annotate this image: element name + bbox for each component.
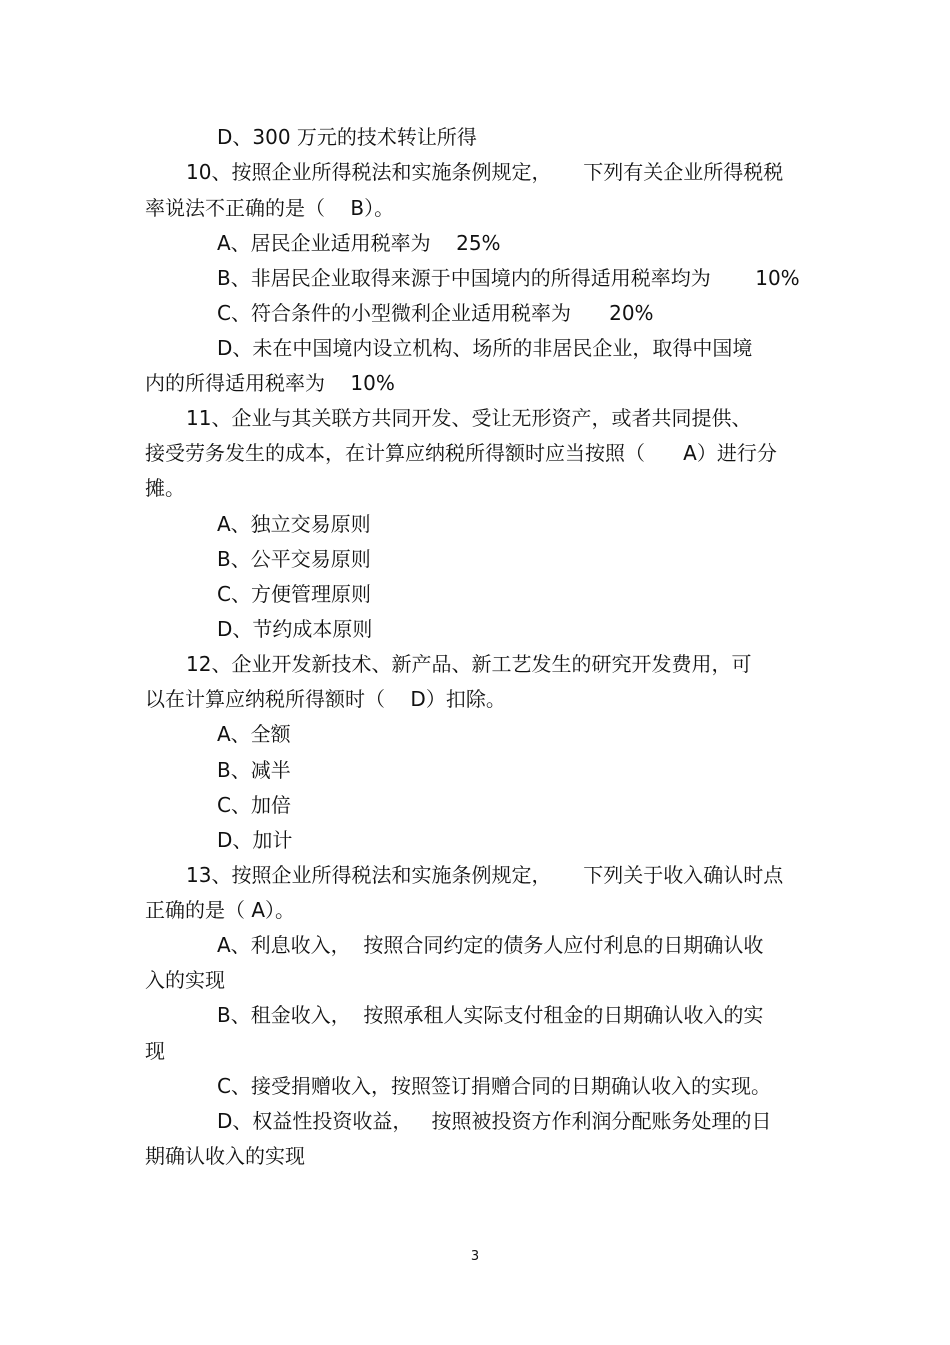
question-13-cont: 正确的是（ A）。 bbox=[145, 898, 296, 922]
option-13a: A、利息收入， 按照合同约定的债务人应付利息的日期确认收 bbox=[217, 933, 764, 957]
question-11: 11、企业与其关联方共同开发、受让无形资产，或者共同提供、 bbox=[186, 406, 752, 430]
question-11-cont2: 摊。 bbox=[145, 476, 185, 500]
option-11d: D、节约成本原则 bbox=[217, 617, 373, 641]
option-12a: A、全额 bbox=[217, 722, 291, 746]
option-13c: C、接受捐赠收入，按照签订捐赠合同的日期确认收入的实现。 bbox=[217, 1074, 771, 1098]
question-12-cont: 以在计算应纳税所得额时（ D）扣除。 bbox=[145, 687, 506, 711]
option-11b: B、公平交易原则 bbox=[217, 547, 371, 571]
page-number: 3 bbox=[470, 1249, 480, 1264]
option-10d-cont: 内的所得适用税率为 10% bbox=[145, 371, 395, 395]
question-11-cont: 接受劳务发生的成本，在计算应纳税所得额时应当按照（ A）进行分 bbox=[145, 441, 777, 465]
option-13b-cont: 现 bbox=[145, 1039, 165, 1063]
option-10b: B、非居民企业取得来源于中国境内的所得适用税率均为 10% bbox=[217, 266, 800, 290]
option-9d: D、300 万元的技术转让所得 bbox=[217, 125, 477, 149]
option-13a-cont: 入的实现 bbox=[145, 968, 225, 992]
option-12d: D、加计 bbox=[217, 828, 293, 852]
option-10a: A、居民企业适用税率为 25% bbox=[217, 231, 501, 255]
option-11a: A、独立交易原则 bbox=[217, 512, 371, 536]
option-13b: B、租金收入， 按照承租人实际支付租金的日期确认收入的实 bbox=[217, 1003, 764, 1027]
question-10: 10、按照企业所得税法和实施条例规定， 下列有关企业所得税税 bbox=[186, 160, 784, 184]
option-12c: C、加倍 bbox=[217, 793, 291, 817]
question-10-cont: 率说法不正确的是（ B）。 bbox=[145, 196, 395, 220]
option-13d: D、权益性投资收益， 按照被投资方作利润分配账务处理的日 bbox=[217, 1109, 772, 1133]
option-10c: C、符合条件的小型微利企业适用税率为 20% bbox=[217, 301, 654, 325]
option-11c: C、方便管理原则 bbox=[217, 582, 371, 606]
option-12b: B、减半 bbox=[217, 758, 291, 782]
option-13d-cont: 期确认收入的实现 bbox=[145, 1144, 305, 1168]
question-13: 13、按照企业所得税法和实施条例规定， 下列关于收入确认时点 bbox=[186, 863, 784, 887]
question-12: 12、企业开发新技术、新产品、新工艺发生的研究开发费用，可 bbox=[186, 652, 752, 676]
option-10d: D、未在中国境内设立机构、场所的非居民企业，取得中国境 bbox=[217, 336, 753, 360]
